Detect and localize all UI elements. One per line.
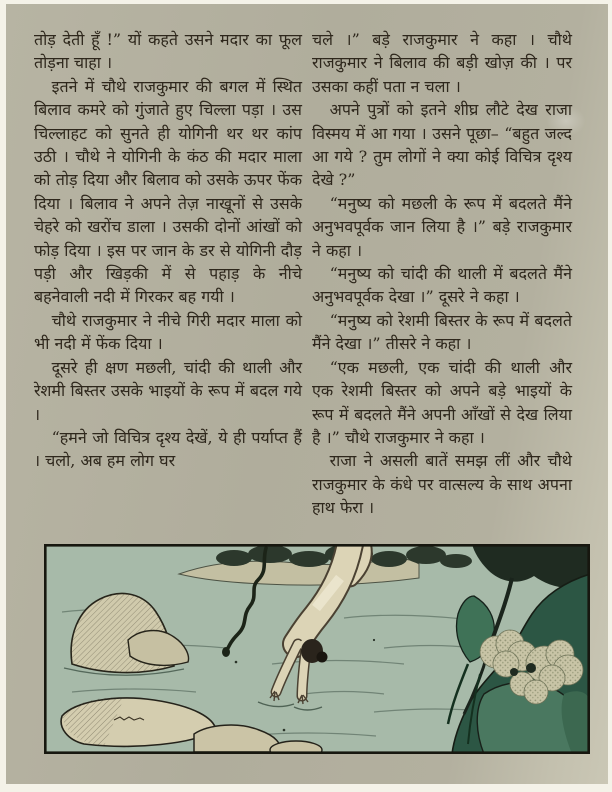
paragraph: “मनुष्य को मछली के रूप में बदलते मैंने अनुभवपूर्वक जान लिया है ।” बड़े राजकुमार ने कहा । xyxy=(312,193,572,260)
paragraph: चले ।” बड़े राजकुमार ने कहा । चौथे राजकुमार ने बिलाव की बड़ी खोज़ की । पर उसका कहीं पता न चला । xyxy=(312,30,572,96)
paragraph: इतने में चौथे राजकुमार की बगल में स्थित बिलाव कमरे को गुंजाते हुए चिल्ला पड़ा । उस चिल्लाहट को सुनते ही योगिनी थर थर कांप उठी । चौथे ने योगिनी के कंठ की मदार माला को तोड़ दिया और बिलाव को उसके ऊपर फेंक दिया । बिलाव ने अपने तेज़ नाखूनों से उसके चेहरे को खरोंच डाला । उसकी दोनों आंखों को फोड़ दिया । इस पर जान के डर से योगिनी दौड़ पड़ी और खिड़की में से पहाड़ के नीचे बहनेवाली नदी में गिरकर बह गयी । xyxy=(34,76,302,307)
paragraph: चौथे राजकुमार ने नीचे गिरी मदार माला को भी नदी में फेंक दिया । xyxy=(34,310,302,354)
text-column-left xyxy=(34,28,302,520)
paragraph: अपने पुत्रों को इतने शीघ्र लौटे देख राजा विस्मय में आ गया । उसने पूछा– “बहुत जल्द आ गये ? तुम लोगों ने क्या कोई विचित्र दृश्य देखे ?” xyxy=(312,100,572,190)
paragraph: तोड़ देती हूँ !” यों कहते उसने मदार का फूल तोड़ना चाहा । xyxy=(34,30,302,73)
text-area xyxy=(34,28,572,520)
paragraph: “मनुष्य को रेशमी बिस्तर के रूप में बदलते मैंने देखा ।” तीसरे ने कहा । xyxy=(312,310,572,354)
paragraph: “मनुष्य को चांदी की थाली में बदलते मैंने अनुभवपूर्वक देखा ।” दूसरे ने कहा । xyxy=(312,264,572,307)
paragraph: राजा ने असली बातें समझ लीं और चौथे राजकुमार के कंधे पर वात्सल्य के साथ अपना हाथ फेरा । xyxy=(312,451,572,518)
paragraph: “हमने जो विचित्र दृश्य देखें, ये ही पर्याप्त हैं । चलो, अब हम लोग घर xyxy=(34,427,302,471)
paragraph: “एक मछली, एक चांदी की थाली और एक रेशमी बिस्तर को अपने बड़े भाइयों के रूप में बदलते मैंने अपनी आँखों से देख लिया है ।” चौथे राजकुमार ने कहा । xyxy=(312,357,572,447)
paragraph: दूसरे ही क्षण मछली, चांदी की थाली और रेशमी बिस्तर उसके भाइयों के रूप में बदल गये । xyxy=(34,357,302,424)
paper-background xyxy=(6,4,608,784)
story-illustration xyxy=(44,544,590,754)
text-column-right xyxy=(312,28,572,520)
